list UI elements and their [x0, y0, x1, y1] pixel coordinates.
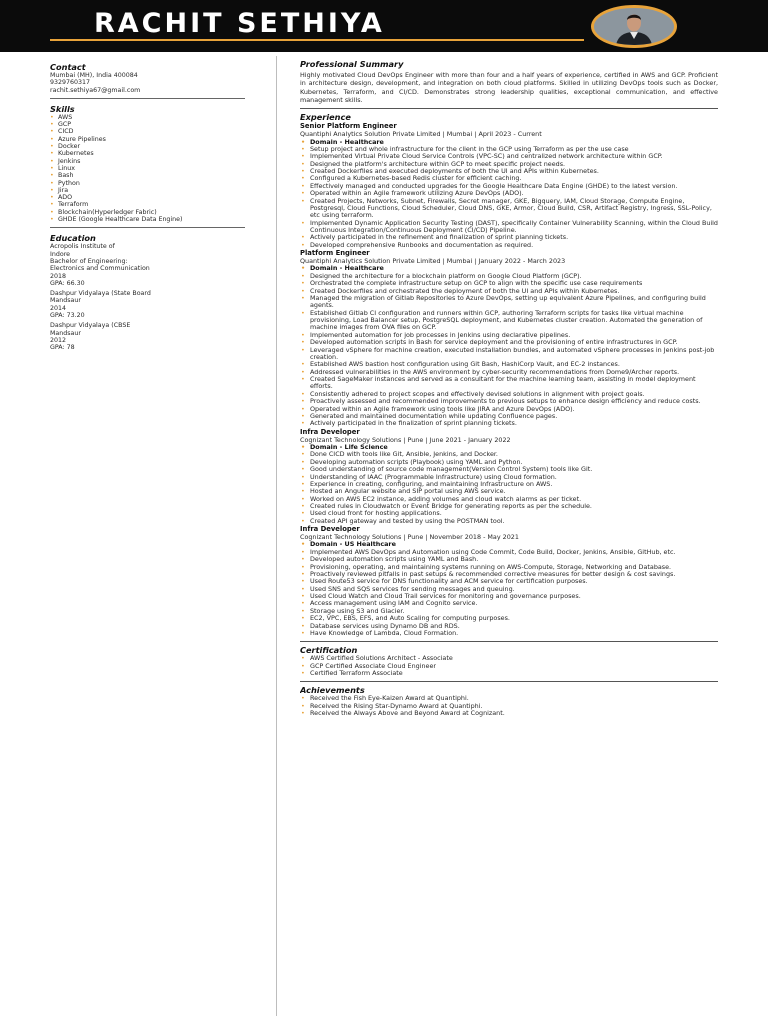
skill-item: • Bash — [50, 172, 245, 179]
job-bullet: • Good understanding of source code management(Version Control System) tools like Git. — [300, 466, 718, 473]
skill-item: • Jenkins — [50, 158, 245, 165]
edu-line: Mandsaur — [50, 329, 81, 337]
skill-item: • CICD — [50, 128, 245, 135]
job-bullet: • Created Dockerfiles and executed deployments of both the UI and APIs within Kubernetes. — [300, 168, 718, 175]
job-domain: • Domain - Healthcare — [300, 139, 718, 146]
job-bullet: • Implemented automation for job processes in Jenkins using declarative pipelines. — [300, 332, 718, 339]
job-role: Infra Developer — [300, 427, 360, 436]
achievement-item: • Received the Fish Eye-Kaizen Award at Quantiphi. — [300, 695, 718, 702]
job-meta: Cognizant Technology Solutions | Pune | June 2021 - January 2022 — [300, 435, 511, 444]
job-bullet: • Developed automation scripts in Bash for service deployment and the provisioning of entire infrastructures in GCP. — [300, 339, 718, 346]
edu-line: GPA: 73.20 — [50, 312, 85, 320]
job-entry — [300, 526, 718, 637]
job-bullet: • Implemented Dynamic Application Security Testing (DAST), specifically Container Vulnerability Scanning, within the Cloud Build Continuous Integration/Continuous Deployment (CI/CD) Pipeline. — [300, 220, 718, 235]
job-entry — [300, 429, 718, 525]
job-bullet: • Configured a Kubernetes-based Redis cluster for efficient caching. — [300, 175, 718, 182]
experience-list — [300, 123, 718, 637]
skills-list — [50, 114, 245, 223]
divider — [50, 227, 245, 228]
job-bullets — [300, 139, 718, 250]
edu-line: 2018 — [50, 272, 67, 280]
job-bullet: • Implemented AWS DevOps and Automation using Code Commit, Code Build, Docker, Jenkins, Ansible, GitHub, etc. — [300, 549, 718, 556]
skill-item: • Terraform — [50, 201, 245, 208]
contact-phone: 9329760317 — [50, 79, 91, 87]
divider — [300, 641, 718, 642]
skill-item: • ADO — [50, 194, 245, 201]
edu-line: GPA: 66.30 — [50, 279, 85, 287]
divider — [300, 681, 718, 682]
certification-heading: Certification — [300, 645, 358, 656]
achievements-list — [300, 695, 718, 717]
education-entry — [50, 290, 245, 319]
achievement-item: • Received the Always Above and Beyond Award at Cognizant. — [300, 710, 718, 717]
job-bullets — [300, 541, 718, 637]
job-bullet: • Generated and maintained documentation while updating Confluence pages. — [300, 413, 718, 420]
job-bullet: • Developed comprehensive Runbooks and documentation as required. — [300, 242, 718, 249]
skill-item: • Python — [50, 180, 245, 187]
job-bullet: • Setup project and whole infrastructure for the client in the GCP using Terraform as per the use case — [300, 146, 718, 153]
job-bullet: • Operated within an Agile framework using tools like JIRA and Azure DevOps (ADO). — [300, 406, 718, 413]
certification-item: • GCP Certified Associate Cloud Engineer — [300, 663, 718, 670]
skill-item: • Kubernetes — [50, 150, 245, 157]
edu-line: Electronics and Communication — [50, 265, 150, 273]
job-bullets — [300, 265, 718, 427]
summary-text: Highly motivated Cloud DevOps Engineer with more than four and a half years of experience, certified in AWS and GCP. Proficient in architecture design, development, and integration on both cloud platforms. Skilled in utilizing DevOps tools such as Docker, Kubernetes, Terraform, and CI/CD. Demonstrates strong leadership qualities, exceptional communication, and effective management skills. — [300, 71, 718, 104]
edu-line: Indore — [50, 250, 71, 258]
skills-heading: Skills — [50, 103, 75, 114]
job-bullet: • Experience in creating, configuring, and maintaining Infrastructure on AWS. — [300, 481, 718, 488]
summary-heading: Professional Summary — [300, 59, 404, 69]
resume-header — [0, 0, 768, 52]
skill-item: • GCP — [50, 121, 245, 128]
job-domain: • Domain - Healthcare — [300, 265, 718, 272]
job-bullet: • Provisioning, operating, and maintaining systems running on AWS-Compute, Storage, Networking and Database. — [300, 564, 718, 571]
job-bullet: • Created rules in Cloudwatch or Event Bridge for generating reports as per the schedule. — [300, 503, 718, 510]
divider — [300, 108, 718, 109]
job-meta: Quantiphi Analytics Solution Private Limited | Mumbai | January 2022 - March 2023 — [300, 257, 566, 266]
job-bullet: • Effectively managed and conducted upgrades for the Google Healthcare Data Engine (GHDE) to the latest version. — [300, 183, 718, 190]
job-bullet: • Created Projects, Networks, Subnet, Firewalls, Secret manager, GKE, Bigquery, IAM, Cloud Storage, Compute Engine, Postgresql, Cloud Functions, Cloud Scheduler, Cloud DNS, GKE, Armor, Cloud Build, CSR, Artifact Registry, Ingress, SSL-Policy, etc using terraform. — [300, 198, 718, 220]
job-bullet: • Created SageMaker instances and served as a consultant for the machine learning team, assisting in model deployment efforts. — [300, 376, 718, 391]
job-bullet: • EC2, VPC, EBS, EFS, and Auto Scaling for computing purposes. — [300, 615, 718, 622]
job-bullet: • Used Cloud Watch and Cloud Trail services for monitoring and governance purposes. — [300, 593, 718, 600]
edu-line: Dashpur Vidyalaya (State Board — [50, 290, 151, 298]
job-bullet: • Actively participated in the refinement and finalization of sprint planning tickets. — [300, 234, 718, 241]
job-bullet: • Established Gitlab CI configuration and runners within GCP, authoring Terraform scripts for tasks like virtual machine provisioning, Load Balancer setup, PostgreSQL deployment, and Kubernetes cluster creation. Automated the generation of machine images from OVA files on GCP. — [300, 310, 718, 332]
job-bullet: • Orchestrated the complete infrastructure setup on GCP to align with the specific use case requirements — [300, 280, 718, 287]
job-bullet: • Created API gateway and tested by using the POSTMAN tool. — [300, 518, 718, 525]
job-bullet: • Operated within an Agile framework utilizing Azure DevOps (ADO). — [300, 190, 718, 197]
job-bullet: • Proactively reviewed pitfalls in past setups & recommended corrective measures for better design & cost savings. — [300, 571, 718, 578]
skill-item: • Blockchain(Hyperledger Fabric) — [50, 209, 208, 216]
contact-address: Mumbai (MH), India 400084 — [50, 72, 138, 79]
experience-section — [300, 112, 718, 637]
column-divider — [276, 56, 277, 1016]
edu-line: Acropolis Institute of — [50, 243, 115, 251]
job-bullet: • Understanding of IAAC (Programmable Infrastructure) using Cloud formation. — [300, 474, 718, 481]
job-bullet: • Leveraged vSphere for machine creation, executed installation bundles, and automated vSphere processes in Jenkins post-job creation. — [300, 347, 718, 362]
profile-photo-icon — [594, 8, 674, 45]
header-accent-line — [50, 39, 584, 41]
certification-item: • AWS Certified Solutions Architect - Associate — [300, 655, 718, 662]
right-column — [300, 59, 718, 718]
divider — [50, 98, 245, 99]
left-column — [50, 62, 245, 355]
job-bullet: • Used cloud front for hosting applications. — [300, 510, 718, 517]
job-bullet: • Developed automation scripts using YAML and Bash. — [300, 556, 718, 563]
edu-line: 2012 — [50, 336, 67, 344]
job-bullet: • Have Knowledge of Lambda, Cloud Formation. — [300, 630, 718, 637]
job-bullet: • Storage using S3 and Glacier. — [300, 608, 718, 615]
edu-line: Bachelor of Engineering: — [50, 257, 128, 265]
job-bullet: • Created Dockerfiles and orchestrated the deployment of both the UI and APIs within Kubernetes. — [300, 288, 718, 295]
edu-line: Dashpur Vidyalaya (CBSE — [50, 322, 131, 330]
job-meta: Quantiphi Analytics Solution Private Limited | Mumbai | April 2023 - Current — [300, 130, 542, 139]
job-bullet: • Designed the architecture for a blockchain platform on Google Cloud Platform (GCP). — [300, 273, 718, 280]
job-bullet: • Worked on AWS EC2 instance, adding volumes and cloud watch alarms as per ticket. — [300, 496, 718, 503]
experience-heading: Experience — [300, 112, 351, 123]
job-bullet: • Managed the migration of Gitlab Repositories to Azure DevOps, setting up equivalent Azure Pipelines, and configuring build agents. — [300, 295, 718, 310]
edu-line: GPA: 78 — [50, 344, 75, 352]
contact-section — [50, 62, 245, 94]
job-bullet: • Consistently adhered to project scopes and effectively devised solutions in alignment with project goals. — [300, 391, 718, 398]
skill-item: • Azure Pipelines — [50, 136, 245, 143]
job-role: Platform Engineer — [300, 249, 370, 258]
job-domain: • Domain - US Healthcare — [300, 541, 718, 548]
edu-line: 2014 — [50, 304, 67, 312]
certification-list — [300, 655, 718, 677]
job-bullet: • Proactively assessed and recommended improvements to previous setups to enhance design efficiency and reduce costs. — [300, 398, 718, 405]
job-bullet: • Database services using Dynamo DB and RDS. — [300, 623, 718, 630]
job-bullet: • Developing automation scripts (Playbook) using YAML and Python. — [300, 459, 718, 466]
job-meta: Cognizant Technology Solutions | Pune | November 2018 - May 2021 — [300, 533, 519, 542]
job-bullet: • Addressed vulnerabilities in the AWS environment by cyber-security recommendations from Dome9/Archer reports. — [300, 369, 718, 376]
contact-heading: Contact — [50, 62, 86, 72]
skill-item: • AWS — [50, 114, 245, 121]
job-bullet: • Used Route53 service for DNS functionality and ACM service for certification purposes. — [300, 578, 718, 585]
job-entry — [300, 123, 718, 249]
job-bullet: • Implemented Virtual Private Cloud Service Controls (VPC-SC) and centralized network architecture within GCP. — [300, 153, 718, 160]
job-bullet: • Access management using IAM and Cognito service. — [300, 600, 718, 607]
certification-item: • Certified Terraform Associate — [300, 670, 718, 677]
education-entry — [50, 322, 245, 351]
job-bullet: • Established AWS bastion host configuration using Git Bash, HashiCorp Vault, and EC-2 instances. — [300, 361, 718, 368]
skill-item: • Linux — [50, 165, 245, 172]
candidate-name: RACHIT SETHIYA — [94, 8, 385, 39]
education-entry — [50, 243, 245, 287]
job-bullet: • Done CICD with tools like Git, Ansible, Jenkins, and Docker. — [300, 451, 718, 458]
contact-email[interactable]: rachit.sethiya67@gmail.com — [50, 86, 141, 94]
skill-item: • GHDE (Google Healthcare Data Engine) — [50, 216, 208, 223]
job-bullet: • Hosted an Angular website and SIP portal using AWS service. — [300, 488, 718, 495]
certification-section — [300, 645, 718, 677]
achievements-heading: Achievements — [300, 685, 365, 696]
edu-line: Mandsaur — [50, 297, 81, 305]
job-role: Senior Platform Engineer — [300, 122, 397, 131]
job-domain: • Domain - Life Science — [300, 444, 718, 451]
job-bullet: • Used SNS and SQS services for sending messages and queuing. — [300, 586, 718, 593]
skills-section — [50, 104, 245, 223]
achievement-item: • Received the Rising Star-Dynamo Award at Quantiphi. — [300, 703, 718, 710]
profile-photo — [591, 5, 677, 48]
skill-item: • Jira — [50, 187, 245, 194]
job-role: Infra Developer — [300, 525, 360, 534]
summary-section — [300, 59, 718, 104]
education-heading: Education — [50, 233, 96, 244]
job-bullet: • Actively participated in the finalization of sprint planning tickets. — [300, 420, 718, 427]
job-entry — [300, 250, 718, 428]
job-bullet: • Designed the platform's architecture within GCP to meet specific project needs. — [300, 161, 718, 168]
education-section — [50, 233, 245, 351]
job-bullets — [300, 444, 718, 525]
achievements-section — [300, 685, 718, 717]
skill-item: • Docker — [50, 143, 245, 150]
